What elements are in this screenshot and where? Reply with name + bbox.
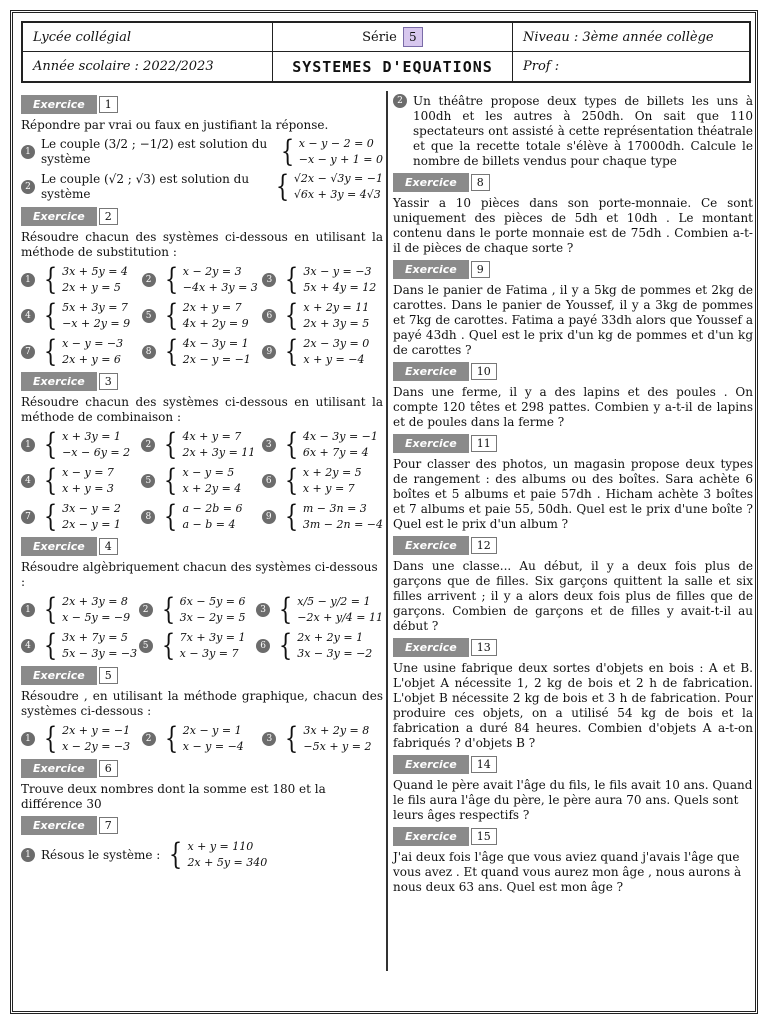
exercise-14-heading: Exercice 14 — [393, 755, 753, 774]
exercise-5-heading: Exercice 5 — [21, 666, 383, 685]
ex12-text: Dans une classe... Au début, il y a deux fois plus de garçons que de filles. Six garçons quittent la salle et six filles arrivent ; il y a alors deux fois plus de filles que de garçons. Combien de garçons et de filles y avait-t-il au début ? — [393, 559, 753, 633]
column-divider — [386, 91, 388, 971]
ex13-text: Une usine fabrique deux sortes d'objets en bois : A et B. L'objet A nécessite 1, 2 kg de bois et 2 h de fabrication. L'objet B nécessite 2 kg de bois et 3 h de fabrication. Pour produire ces objets, on a utilisé 54 kg de bois et la fabrication a duré 84 heures. Combien d'objets A a-t-on fabriqués ? d'objets B ? — [393, 661, 753, 750]
ex6-text: Trouve deux nombres dont la somme est 180 et la différence 30 — [21, 782, 326, 811]
school-name: Lycée collégial — [23, 23, 273, 52]
exercise-3-heading: Exercice 3 — [21, 372, 383, 391]
ex8-text: Yassir a 10 pièces dans son porte-monnaie. Ce sont uniquement des pièces de 5dh et 10dh . Le montant contenu dans le porte monnaie est de 75dh . Combien a-t-il de pièces de chaque sorte ? — [393, 196, 753, 255]
ex14-text: Quand le père avait l'âge du fils, le fils avait 10 ans. Quand le fils aura l'âge du père, le père aura 70 ans. Quels sont leurs âges respectifs ? — [393, 778, 753, 822]
exercise-9-heading: Exercice 9 — [393, 260, 753, 279]
ex1-q1: 1 Le couple (3/2 ; −1/2) est solution du système { x − y − 2 = 0 −x − y + 1 = 0 — [21, 136, 383, 168]
ex5-intro: Résoudre , en utilisant la méthode graphique, chacun des systèmes ci-dessous : — [21, 689, 383, 718]
serie-number: 5 — [403, 27, 423, 47]
serie-label: Série — [362, 29, 397, 45]
exercise-15-heading: Exercice 15 — [393, 827, 753, 846]
ex11-text: Pour classer des photos, un magasin propose deux types de rangement : des albums ou des boîtes. Sara achète 6 boîtes et 5 albums et paie 57dh . Hicham achète 3 boîtes et 7 albums et paie 55, 50dh. Quel est le prix d'une boîte ? Quel est le prix d'un album ? — [393, 457, 753, 531]
ex4-intro: Résoudre algèbriquement chacun des systèmes ci-dessous : — [21, 560, 378, 589]
ex7-q1: 1 Résous le système : { x + y = 110 2x + 5y = 340 — [21, 839, 383, 871]
exercise-13-heading: Exercice 13 — [393, 638, 753, 657]
ex5-systems: 1 { 2x + y = −1 x − 2y = −3 2 { 2x − y = 1 x − y = −4 3 { 3x + 2y = 8 −5x + y = 2 — [21, 723, 383, 755]
exercise-11-heading: Exercice 11 — [393, 434, 753, 453]
exercise-6-heading: Exercice 6 — [21, 759, 383, 778]
prof: Prof : — [523, 59, 560, 74]
exercise-7-heading: Exercice 7 — [21, 816, 383, 835]
school-year: Année scolaire : 2022/2023 — [23, 52, 273, 81]
ex3-systems: 1 { x + 3y = 1 −x − 6y = 2 2 { 4x + y = 7 2x + 3y = 11 3 { 4x − 3y = −1 6x + 7y = 4 4 { x − y = 7 x + y = 3 5 { x − y = 5 x + 2y = 4 6 { x + 2y = 5 x + y = 7 7 { 3x − y = 2 2x − y = 1 8 { a − 2b = 6 a − b = 4 9 { m − 3n = 3 3m − 2n = −4 — [21, 429, 383, 533]
ex9-text: Dans le panier de Fatima , il y a 5kg de pommes et 2kg de carottes. Dans le panier de Youssef, il y a 3kg de pommes et 7kg de carottes. Fatima a payé 33dh alors que Youssef a payé 43dh . Quel est le prix d'un kg de pommes et d'un kg de carottes ? — [393, 283, 753, 357]
exercise-10-heading: Exercice 10 — [393, 362, 753, 381]
level: Niveau : 3ème année collège — [513, 23, 749, 52]
left-column — [21, 91, 383, 987]
ex10-text: Dans une ferme, il y a des lapins et des poules . On compte 120 têtes et 298 pattes. Combien y a-t-il de lapins et de poules dans la ferme ? — [393, 385, 753, 429]
right-column — [393, 91, 753, 987]
worksheet-page — [10, 10, 758, 1014]
exercise-12-heading: Exercice 12 — [393, 536, 753, 555]
ex2-systems: 1 { 3x + 5y = 4 2x + y = 5 2 { x − 2y = 3 −4x + 3y = 3 3 { 3x − y = −3 5x + 4y = 12 4 { 5x + 3y = 7 −x + 2y = 9 5 { 2x + y = 7 4x + 2y = 9 6 { x + 2y = 11 2x + 3y = 5 7 { x − y = −3 2x + y = 6 8 { 4x − 3y = 1 2x − y = −1 9 { 2x − 3y = 0 x + y = −4 — [21, 264, 383, 368]
ex1-q2: 2 Le couple (√2 ; √3) est solution du système { √2x − √3y = −1 √6x + 3y = 4√3 — [21, 171, 383, 203]
ex4-systems: 1 { 2x + 3y = 8 x − 5y = −9 2 { 6x − 5y = 6 3x − 2y = 5 3 { x/5 − y/2 = 1 −2x + y/4 = 11 4 { 3x + 7y = 5 5x − 3y = −3 5 { 7x + 3y = 1 x − 3y = 7 6 { 2x + 2y = 1 3x − 3y = −2 — [21, 594, 383, 662]
ex1-intro: Répondre par vrai ou faux en justifiant la réponse. — [21, 118, 329, 132]
exercise-2-heading: Exercice 2 — [21, 207, 383, 226]
exercise-4-heading: Exercice 4 — [21, 537, 383, 556]
ex2-intro: Résoudre chacun des systèmes ci-dessous en utilisant la méthode de substitution : — [21, 230, 383, 259]
page-title: SYSTEMES D'EQUATIONS — [273, 52, 513, 81]
ex3-intro: Résoudre chacun des systèmes ci-dessous en utilisant la méthode de combinaison : — [21, 395, 383, 424]
ex7-q2: 2 Un théâtre propose deux types de billets les uns à 100dh et les autres à 250dh. On sait que 110 spectateurs ont assisté à cette représentation théatrale et que la recette totale s'élève à 17000dh. Calcule le nombre de billets vendus pour chaque type — [393, 94, 753, 169]
exercise-8-heading: Exercice 8 — [393, 173, 753, 192]
header-table — [21, 21, 751, 83]
serie-cell — [273, 23, 513, 52]
ex15-text: J'ai deux fois l'âge que vous aviez quand j'avais l'âge que vous avez . Et quand vous aurez mon âge , nous aurons à nous deux 63 ans. Quel est mon âge ? — [393, 850, 742, 894]
exercise-1-heading: Exercice 1 — [21, 95, 383, 114]
